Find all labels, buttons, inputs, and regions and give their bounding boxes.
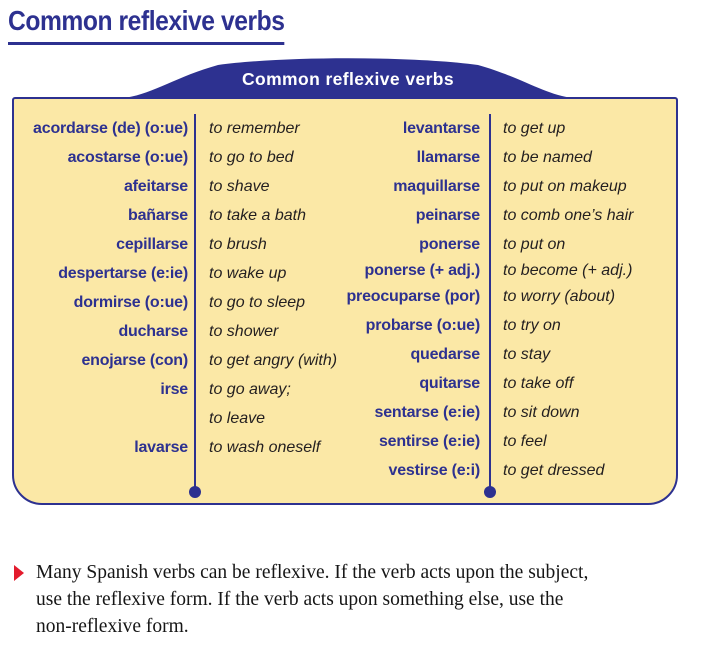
note-line: non-reflexive form.	[36, 616, 189, 637]
spanish-verb: enojarse (con)	[81, 351, 188, 369]
english-translation: to brush	[209, 235, 267, 253]
english-translation: to feel	[503, 432, 547, 450]
english-translation: to get dressed	[503, 461, 605, 479]
verb-row	[14, 346, 337, 375]
divider-dot-left	[189, 486, 201, 498]
spanish-verb: lavarse	[134, 438, 188, 456]
verb-row	[330, 201, 633, 230]
verb-row	[330, 114, 633, 143]
panel-header-tab	[123, 56, 573, 98]
english-translation: to become (+ adj.)	[503, 261, 633, 279]
spanish-verb: sentirse (e:ie)	[378, 432, 480, 450]
english-translation: to wash oneself	[209, 438, 321, 456]
english-translation: to shower	[209, 322, 279, 340]
panel-header-label: Common reflexive verbs	[241, 69, 455, 89]
spanish-verb: ponerse (+ adj.)	[364, 261, 480, 279]
red-arrow-icon	[14, 565, 24, 581]
spanish-verb: dormirse (o:ue)	[73, 293, 188, 311]
verb-row	[330, 143, 633, 172]
note-line: Many Spanish verbs can be reflexive. If the verb acts upon the subject,	[36, 562, 589, 583]
english-translation: to stay	[503, 345, 551, 363]
spanish-verb: irse	[160, 380, 188, 398]
spanish-verb: sentarse (e:ie)	[374, 403, 480, 421]
spanish-verb: acostarse (o:ue)	[67, 148, 188, 166]
note-text	[36, 559, 588, 640]
note-line: use the reflexive form. If the verb acts upon something else, use the	[36, 589, 564, 610]
english-translation: to remember	[209, 119, 300, 137]
english-translation: to be named	[503, 148, 592, 166]
verb-row	[330, 172, 633, 201]
english-translation: to go to bed	[209, 148, 294, 166]
reflexive-verbs-panel	[12, 97, 678, 505]
english-translation: to get angry (with)	[209, 351, 338, 369]
spanish-verb: peinarse	[415, 206, 480, 224]
verb-row	[330, 398, 633, 427]
verb-row	[14, 230, 337, 259]
verb-row	[330, 259, 633, 282]
english-translation: to put on makeup	[503, 177, 627, 195]
english-translation: to shave	[209, 177, 270, 195]
spanish-verb: quitarse	[419, 374, 480, 392]
spanish-verb: vestirse (e:i)	[388, 461, 480, 479]
verb-row	[330, 427, 633, 456]
verb-row	[14, 114, 337, 143]
english-translation: to take a bath	[209, 206, 306, 224]
verb-row	[14, 259, 337, 288]
spanish-verb: llamarse	[416, 148, 480, 166]
english-translation: to sit down	[503, 403, 580, 421]
verb-column-right	[330, 114, 633, 485]
spanish-verb: probarse (o:ue)	[365, 316, 480, 334]
spanish-verb: despertarse (e:ie)	[58, 264, 188, 282]
verb-row	[14, 172, 337, 201]
verb-column-left	[14, 114, 337, 462]
english-translation: to get up	[503, 119, 566, 137]
english-translation: to put on	[503, 235, 566, 253]
spanish-verb: maquillarse	[393, 177, 480, 195]
english-translation: to try on	[503, 316, 561, 334]
spanish-verb: ducharse	[118, 322, 188, 340]
page-title: Common reflexive verbs	[8, 6, 285, 45]
verb-row	[14, 404, 337, 433]
usage-note	[14, 559, 588, 640]
spanish-verb: quedarse	[410, 345, 480, 363]
verb-row	[14, 201, 337, 230]
spanish-verb: cepillarse	[116, 235, 188, 253]
spanish-verb: bañarse	[128, 206, 188, 224]
verb-row	[14, 288, 337, 317]
verb-row	[330, 340, 633, 369]
verb-row	[330, 282, 633, 311]
spanish-verb: preocuparse (por)	[346, 287, 480, 305]
english-translation: to take off	[503, 374, 574, 392]
divider-dot-right	[484, 486, 496, 498]
verb-row	[330, 230, 633, 259]
column-divider-left	[194, 114, 196, 492]
english-translation: to worry (about)	[503, 287, 616, 305]
verb-row	[330, 369, 633, 398]
spanish-verb: levantarse	[402, 119, 480, 137]
verb-row	[330, 456, 633, 485]
verb-row	[14, 317, 337, 346]
spanish-verb: acordarse (de) (o:ue)	[33, 119, 188, 137]
spanish-verb: ponerse	[419, 235, 480, 253]
verb-row	[14, 375, 337, 404]
verb-row	[330, 311, 633, 340]
column-divider-right	[489, 114, 491, 492]
spanish-verb: afeitarse	[123, 177, 188, 195]
english-translation: to comb one’s hair	[503, 206, 634, 224]
english-translation: to go away;	[209, 380, 291, 398]
verb-row	[14, 433, 337, 462]
english-translation: to go to sleep	[209, 293, 306, 311]
english-translation: to leave	[209, 409, 266, 427]
verb-row	[14, 143, 337, 172]
english-translation: to wake up	[209, 264, 287, 282]
